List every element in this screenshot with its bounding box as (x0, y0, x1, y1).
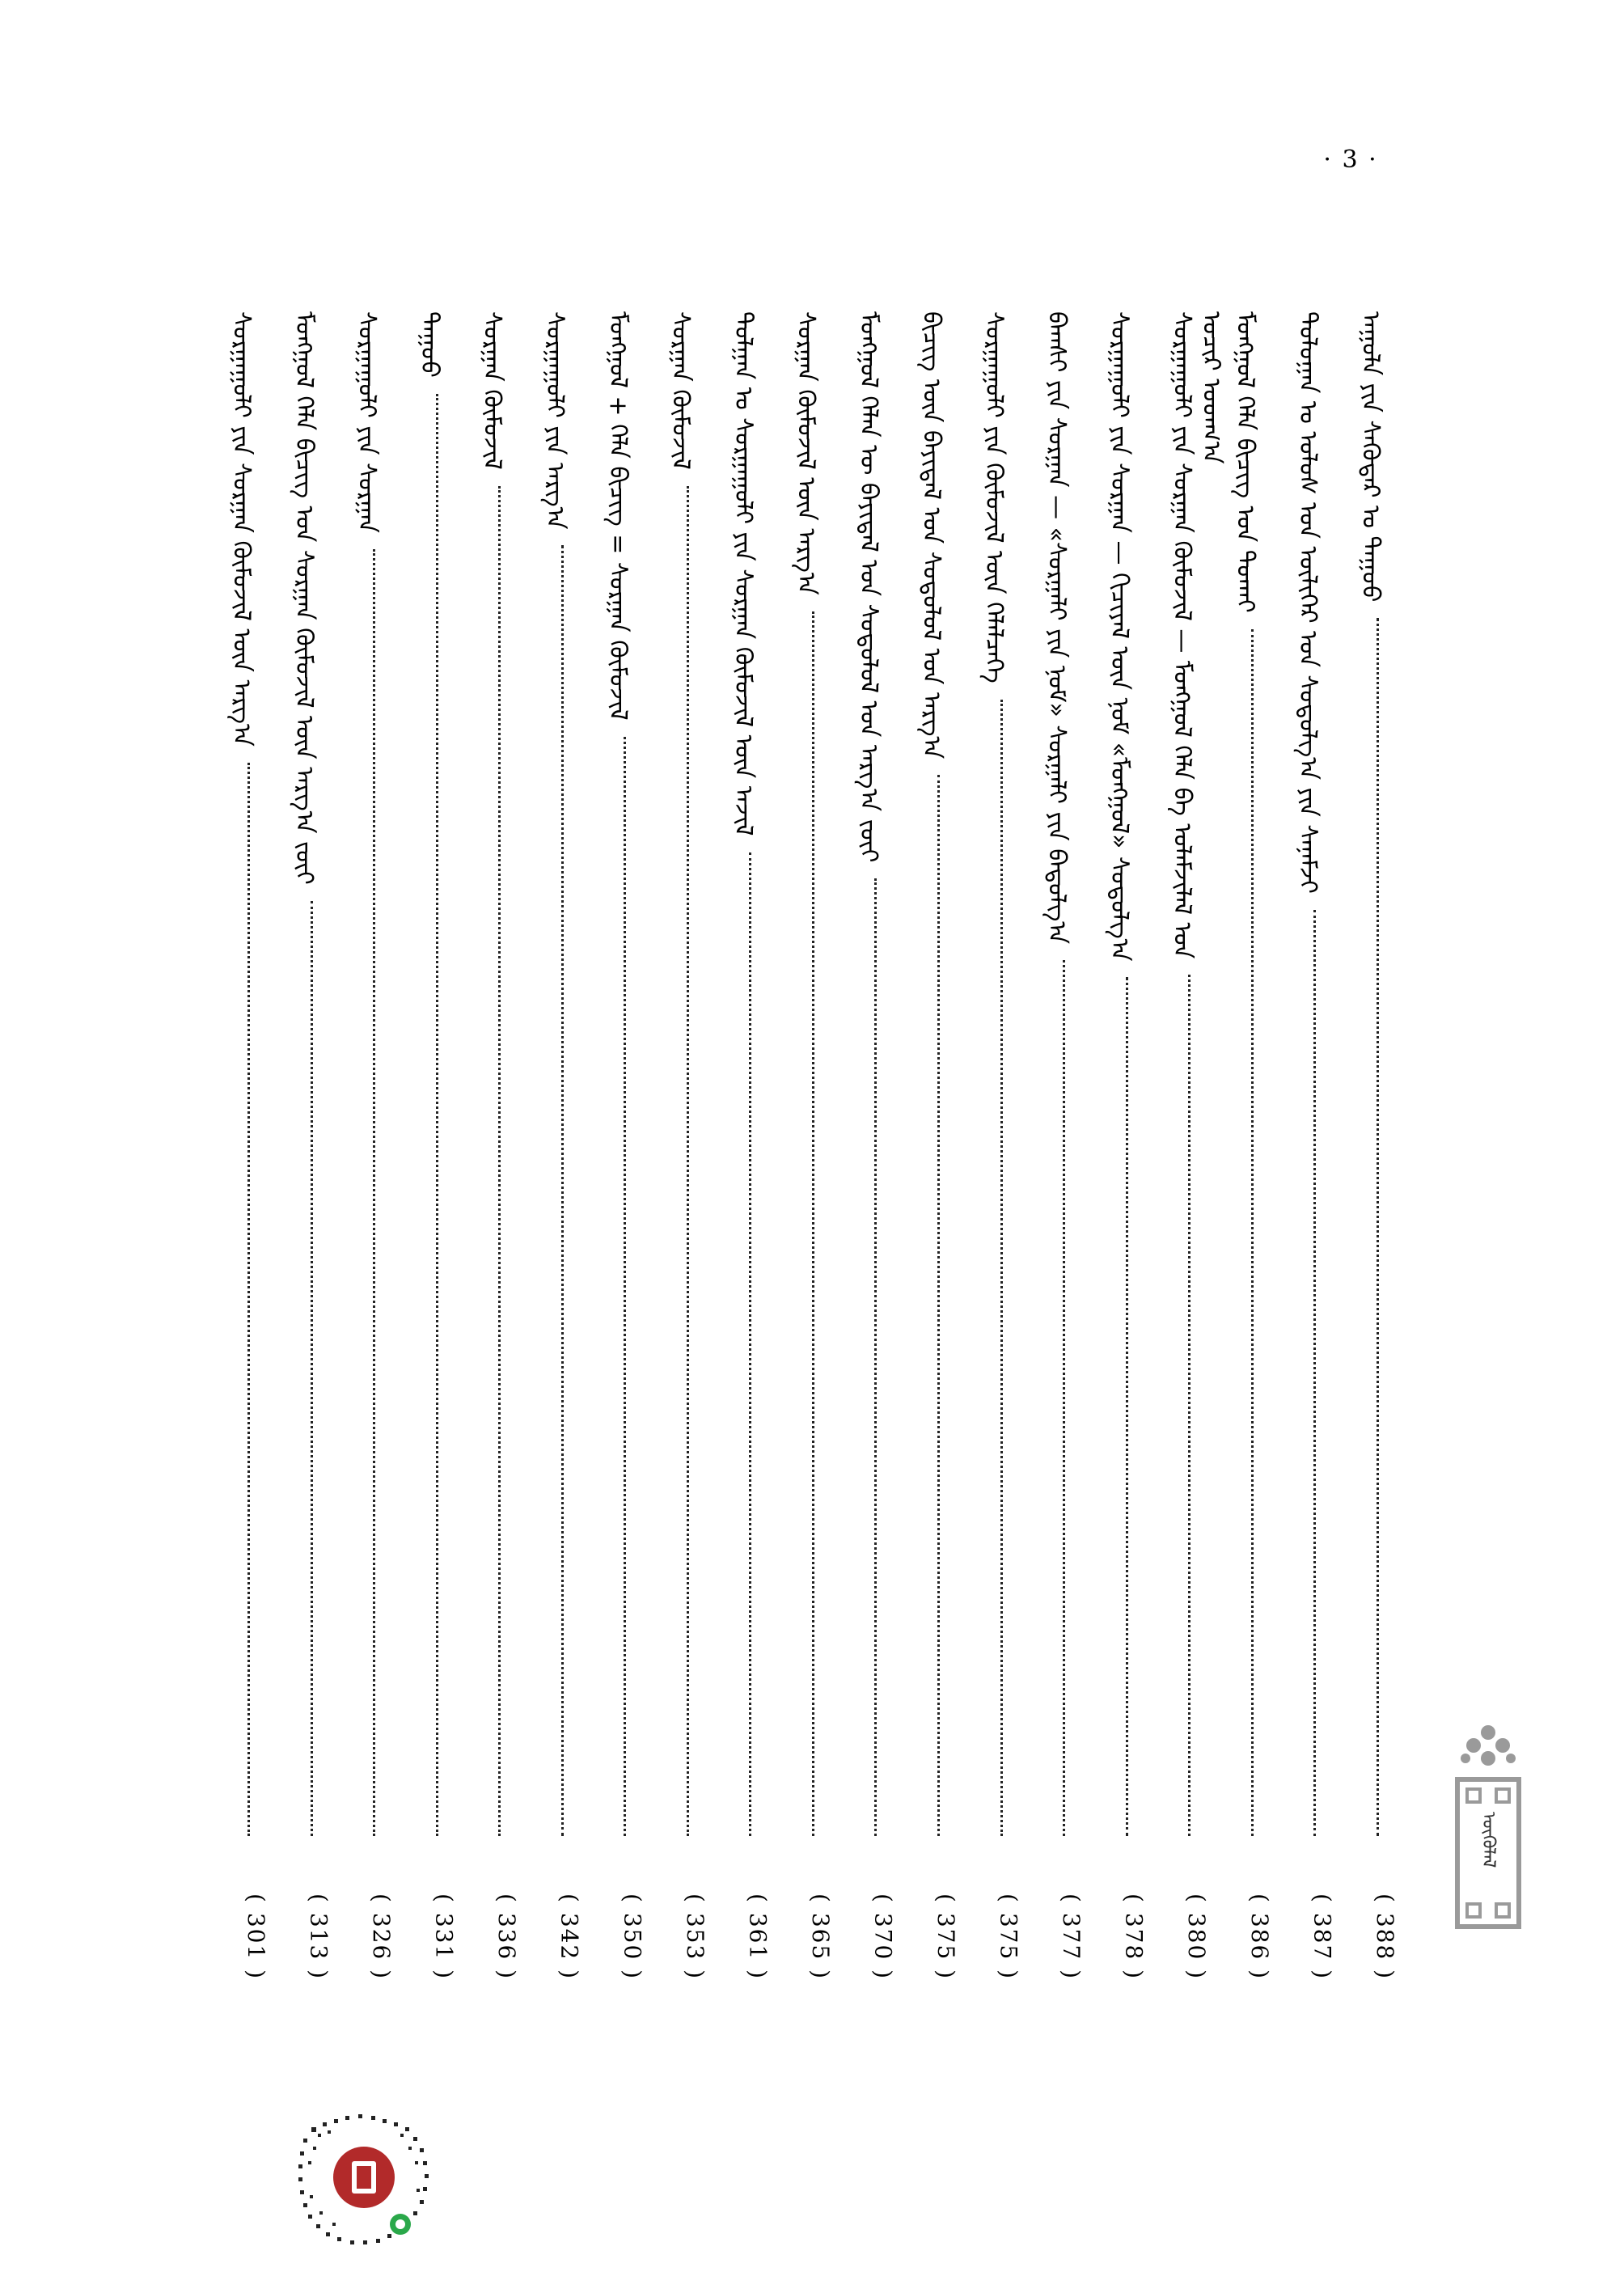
toc-entry-title-line: ᠰᠤᠷᠭᠠᠭᠤᠯᠢ ᠶᠢᠨ ᠰᠤᠷᠭᠠᠨ ᠬᠦᠮᠦᠵᠢᠯ ᠦᠨ ᠠᠷᠭ᠎ᠠ (227, 311, 256, 747)
toc-entry[interactable] (1167, 311, 1227, 2018)
toc-entry[interactable] (728, 311, 788, 2018)
toc-entry-title-line: ᠳᠠᠭᠤᠤ (415, 311, 444, 378)
toc-entry-title (791, 311, 851, 595)
toc-entry-title-line: ᠮᠣᠩᠭᠣᠯ ᠬᠡᠯᠡ ᠪᠢᠴᠢᠭ ᠤᠨ ᠰᠤᠷᠭᠠᠨ ᠬᠦᠮᠦᠵᠢᠯ ᠦᠨ ᠠᠷᠭ᠎ᠠ ᠵᠦᠢ (290, 311, 319, 885)
toc-entry-page-number: ( 375 ) (933, 1893, 960, 1981)
toc-entry-page-number: ( 386 ) (1245, 1893, 1273, 1981)
toc-entry-title (540, 311, 600, 529)
toc-entry-title-line: ᠰᠤᠷᠭᠠᠭᠤᠯᠢ ᠶᠢᠨ ᠰᠤᠷᠭᠠᠨ (353, 311, 382, 533)
toc-entry-page-number: ( 350 ) (619, 1893, 646, 1981)
dot-leader (874, 878, 877, 1836)
toc-entry-title-line: ᠮᠣᠩᠭᠣᠯ ᠬᠡᠯᠡᠨ ᠦ ᠪᠠᠶᠢᠳᠠᠯ ᠤᠨ ᠰᠤᠳᠤᠯᠤᠯ ᠤᠨ ᠠᠷᠭ᠎ᠠ ᠵᠦᠢ (854, 311, 883, 863)
dot-leader (624, 737, 626, 1836)
dot-leader (1313, 910, 1316, 1836)
toc-entry-title-line: ᠰᠤᠷᠭᠠᠭᠤᠯᠢ ᠶᠢᠨ ᠠᠷᠭ᠎ᠠ (540, 311, 569, 530)
toc-entry-title-line: ᠤᠴᠢᠷ ᠤᠳᠬ᠎ᠠ (1197, 311, 1226, 464)
dot-leader (247, 763, 250, 1836)
toc-entry[interactable] (1042, 311, 1102, 2018)
dot-leader (1063, 960, 1065, 1836)
toc-entry-title-line: ᠰᠤᠷᠭᠠᠨ ᠬᠦᠮᠦᠵᠢᠯ (478, 311, 507, 470)
toc-entry[interactable] (226, 311, 286, 2018)
toc-entry[interactable] (540, 311, 600, 2018)
toc-entry-page-number: ( 361 ) (744, 1893, 772, 1981)
toc-entry-title (728, 311, 788, 836)
toc-entry-page-number: ( 365 ) (806, 1893, 834, 1981)
toc-entry-title-line: ᠰᠤᠷᠭᠠᠨ ᠬᠦᠮᠦᠵᠢᠯ (666, 311, 695, 470)
toc-entry[interactable] (979, 311, 1039, 2018)
dot-leader (1377, 618, 1379, 1836)
toc-entry-title-line: ᠰᠤᠷᠭᠠᠭᠤᠯᠢ ᠶᠢᠨ ᠰᠤᠷᠭᠠᠨ ᠬᠦᠮᠦᠵᠢᠯ — ᠮᠣᠩᠭᠣᠯ ᠬᠡᠯᠡ ᠪᠠ ᠤᠯᠠᠮᠵᠢᠯᠠᠯ ᠤᠨ (1168, 311, 1197, 959)
toc-entry-page-number: ( 353 ) (681, 1893, 708, 1981)
toc-entry[interactable] (791, 311, 851, 2018)
toc-entry[interactable] (916, 311, 976, 2018)
toc-entry-page-number: ( 377 ) (1058, 1893, 1085, 1981)
toc-entry-page-number: ( 388 ) (1371, 1893, 1398, 1981)
toc-entry-page-number: ( 313 ) (305, 1893, 332, 1981)
toc-entry-title (1230, 311, 1290, 613)
toc-entry-page-number: ( 326 ) (368, 1893, 395, 1981)
dot-leader (812, 611, 814, 1836)
toc-entry[interactable] (1105, 311, 1165, 2018)
toc-entry[interactable] (477, 311, 537, 2018)
dot-leader (498, 486, 501, 1836)
toc-entry-page-number: ( 342 ) (556, 1893, 583, 1981)
dot-leader (1000, 700, 1003, 1836)
page-number: · 3 · (1323, 146, 1378, 174)
toc-entry-title (853, 311, 913, 862)
toc-entry-page-number: ( 380 ) (1183, 1893, 1211, 1981)
toc-entry[interactable] (666, 311, 725, 2018)
toc-entry-page-number: ( 331 ) (430, 1893, 458, 1981)
toc-entry-title-line: ᠰᠤᠷᠭᠠᠭᠤᠯᠢ ᠶᠢᠨ ᠰᠤᠷᠭᠠᠨ — ᠬᠢᠴᠢᠶᠡᠯ ᠦᠨ ᠨᠣᠮ «ᠮᠣᠩᠭᠣᠯ» ᠰᠤᠳᠤᠯᠭ᠎ᠠ (1105, 311, 1134, 962)
toc-entry-title-line: ᠰᠤᠷᠭᠠᠨ ᠬᠦᠮᠦᠵᠢᠯ ᠦᠨ ᠠᠷᠭ᠎ᠠ (791, 311, 820, 595)
toc-entry-title (1167, 311, 1227, 958)
toc-entry[interactable] (290, 311, 349, 2018)
toc-entry-page-number: ( 301 ) (243, 1893, 269, 1981)
toc-entry[interactable] (415, 311, 475, 2018)
toc-entry-title-line: ᠪᠢᠴᠢᠭ ᠦᠨ ᠪᠠᠶᠢᠳᠠᠯ ᠤᠨ ᠰᠤᠳᠤᠯᠤᠯ ᠤᠨ ᠠᠷᠭ᠎ᠠ (917, 311, 946, 759)
toc-entry-title (1105, 311, 1165, 961)
dot-leader (749, 852, 751, 1836)
toc-entry-title-line: ᠠᠭᠤᠯᠠ ᠶᠢᠨ ᠰᠡᠭᠦᠳᠡᠷ ᠤ ᠳᠠᠭᠤᠤ (1355, 311, 1385, 603)
toc-entry[interactable] (603, 311, 662, 2018)
toc-entry-title (477, 311, 537, 470)
dot-leader (937, 775, 940, 1836)
toc-entry-title-line: ᠲᠤᠯᠭᠠᠨ ᠤ ᠰᠤᠷᠭᠠᠭᠤᠯᠢ ᠶᠢᠨ ᠰᠤᠷᠭᠠᠨ ᠬᠦᠮᠦᠵᠢᠯ ᠦᠨ ᠠᠵᠢᠯ (729, 311, 758, 836)
toc-entry-title-line: ᠮᠣᠩᠭᠣᠯ ᠬᠡᠯᠡ ᠪᠢᠴᠢᠭ ᠤᠨ ᠲᠤᠬᠠᠢ (1230, 311, 1259, 613)
toc-entry-page-number: ( 375 ) (995, 1893, 1022, 1981)
toc-entry-title-line: ᠮᠣᠩᠭᠣᠯ + ᠬᠡᠯᠡ ᠪᠢᠴᠢᠭ = ᠰᠤᠷᠭᠠᠨ ᠬᠦᠮᠦᠵᠢᠯ (603, 311, 632, 721)
toc-entry[interactable] (352, 311, 412, 2018)
toc-entry-title (603, 311, 662, 721)
toc-entry[interactable] (1292, 311, 1352, 2018)
toc-entry-title (916, 311, 976, 759)
toc-entry-title-line: ᠰᠤᠷᠭᠠᠭᠤᠯᠢ ᠶᠢᠨ ᠬᠦᠮᠦᠵᠢᠯ ᠦᠨ ᠬᠡᠯᠡᠯᠴᠡᠭᠡ (979, 311, 1009, 683)
dot-leader (373, 549, 375, 1836)
dot-leader (1188, 975, 1191, 1836)
table-of-contents (226, 311, 1415, 2018)
toc-entry-title (1292, 311, 1352, 894)
toc-entry-page-number: ( 378 ) (1120, 1893, 1148, 1981)
dot-leader (1126, 977, 1128, 1836)
emblem-text: ᠦᠭᠦᠯᠡᠯ (1478, 1812, 1499, 1868)
toc-entry[interactable] (1355, 311, 1415, 2018)
toc-entry-title (352, 311, 412, 533)
toc-entry-title (979, 311, 1039, 683)
toc-entry[interactable] (1230, 311, 1290, 2018)
toc-entry-title-line: ᠪᠠᠭᠰᠢ ᠶᠢᠨ ᠰᠤᠷᠭᠠᠨ — «ᠰᠤᠷᠭᠠᠯᠢ ᠶᠢᠨ ᠨᠣᠮ» ᠰᠤᠷᠭᠠᠯᠢ ᠶᠢᠨ ᠪᠠᠳᠤᠯᠭ᠎ᠠ (1042, 311, 1072, 945)
dot-leader (311, 901, 313, 1836)
qr-code-icon[interactable] (295, 2111, 433, 2249)
toc-entry-page-number: ( 370 ) (869, 1893, 897, 1981)
toc-entry-title (226, 311, 286, 747)
toc-entry-title (1355, 311, 1415, 602)
dot-leader (561, 545, 564, 1836)
toc-entry-title (666, 311, 725, 470)
dot-leader (1251, 629, 1254, 1836)
toc-entry-title (290, 311, 349, 885)
dot-leader (436, 394, 438, 1836)
toc-entry-title-line: ᠳᠤᠯᠤᠭᠠᠨ ᠤ ᠤᠯᠤᠰ ᠤᠨ ᠦᠯᠢᠭᠡᠷ ᠤᠨ ᠰᠤᠳᠤᠯᠭ᠎ᠠ ᠶᠢᠨ ᠰᠠᠨᠠᠮᠵᠢ (1293, 311, 1322, 894)
toc-entry-title (415, 311, 475, 378)
toc-entry-page-number: ( 336 ) (493, 1893, 521, 1981)
dot-leader (687, 486, 689, 1836)
endless-knot-icon (1448, 1715, 1529, 1933)
toc-entry-page-number: ( 387 ) (1309, 1893, 1336, 1981)
toc-entry-title (1042, 311, 1102, 944)
toc-entry[interactable] (853, 311, 913, 2018)
